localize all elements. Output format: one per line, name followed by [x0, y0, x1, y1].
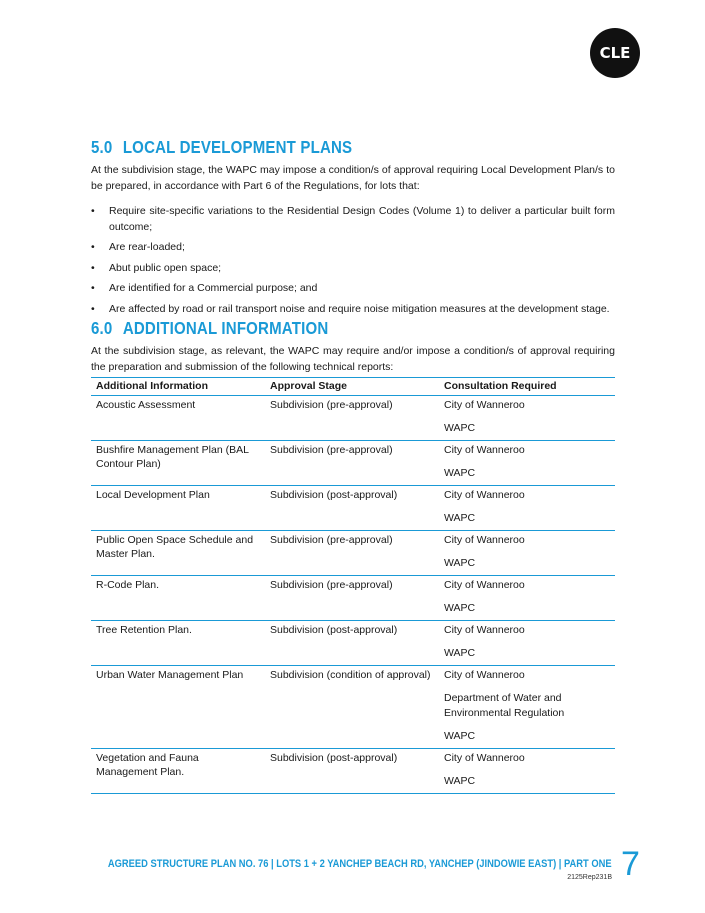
cell-approval-stage: Subdivision (post-approval) — [265, 748, 439, 793]
cell-approval-stage: Subdivision (pre-approval) — [265, 440, 439, 485]
bullet-text: Are rear-loaded; — [109, 241, 185, 253]
cell-consultation — [439, 485, 615, 530]
bullet-marker: • — [91, 241, 95, 253]
section-intro: At the subdivision stage, as relevant, the WAPC may require and/or impose a condition/s of approval requiring the preparation and submission of the following technical reports: — [91, 345, 615, 373]
bullet-text: Are affected by road or rail transport noise and require noise mitigation measures at the development stage. — [109, 302, 610, 315]
bullet-item — [91, 261, 615, 277]
consultation-party: City of Wanneroo — [444, 578, 525, 591]
cell-information: Public Open Space Schedule and Master Plan. — [91, 530, 265, 575]
cell-approval-stage: Subdivision (condition of approval) — [265, 665, 439, 748]
consultation-party: WAPC — [444, 557, 476, 569]
cell-information: Vegetation and Fauna Management Plan. — [91, 748, 265, 793]
cell-approval-stage: Subdivision (pre-approval) — [265, 395, 439, 440]
cell-information: Local Development Plan — [91, 485, 265, 530]
cell-information: Tree Retention Plan. — [91, 620, 265, 665]
technical-reports-table — [91, 377, 615, 794]
cell-consultation — [439, 748, 615, 793]
cell-consultation — [439, 530, 615, 575]
bullet-item — [91, 281, 615, 297]
column-header-approval-stage: Approval Stage — [265, 378, 439, 396]
table-row — [91, 395, 615, 440]
cell-approval-stage: Subdivision (post-approval) — [265, 620, 439, 665]
cell-approval-stage: Subdivision (pre-approval) — [265, 575, 439, 620]
consultation-party: City of Wanneroo — [444, 751, 525, 764]
cell-approval-stage: Subdivision (pre-approval) — [265, 530, 439, 575]
section-number: 6.0 — [91, 318, 113, 338]
bullet-item — [91, 240, 615, 256]
consultation-party: Department of Water and Environmental Regulation — [444, 692, 565, 719]
consultation-party: City of Wanneroo — [444, 398, 525, 411]
section-local-development-plans — [91, 137, 615, 322]
consultation-party: WAPC — [444, 602, 476, 614]
bullet-item — [91, 204, 615, 235]
technical-reports-table-wrap — [91, 377, 615, 794]
consultation-party: WAPC — [444, 730, 476, 742]
table-body — [91, 395, 615, 793]
section-title: ADDITIONAL INFORMATION — [122, 318, 329, 338]
table-row — [91, 530, 615, 575]
consultation-party: WAPC — [444, 512, 476, 524]
section-title: LOCAL DEVELOPMENT PLANS — [122, 137, 353, 157]
consultation-party: City of Wanneroo — [444, 668, 525, 681]
table-row — [91, 440, 615, 485]
cell-consultation — [439, 665, 615, 748]
table-header-row — [91, 378, 615, 396]
section-heading-6 — [91, 318, 542, 339]
cell-information: Urban Water Management Plan — [91, 665, 265, 748]
consultation-party: City of Wanneroo — [444, 488, 525, 501]
bullet-marker: • — [91, 261, 95, 274]
consultation-party: WAPC — [444, 467, 476, 479]
section-heading-5 — [91, 137, 542, 158]
bullet-item — [91, 302, 615, 318]
consultation-party: City of Wanneroo — [444, 623, 525, 636]
cle-logo: CLE — [590, 28, 640, 78]
cell-consultation — [439, 620, 615, 665]
table-row — [91, 485, 615, 530]
bullet-text: Require site-specific variations to the Residential Design Codes (Volume 1) to deliver a particular built form outcome; — [109, 205, 615, 233]
cell-information: Acoustic Assessment — [91, 395, 265, 440]
page-number: 7 — [621, 845, 640, 883]
column-header-information: Additional Information — [91, 378, 265, 396]
table-row — [91, 665, 615, 748]
consultation-party: City of Wanneroo — [444, 443, 525, 456]
cell-approval-stage: Subdivision (post-approval) — [265, 485, 439, 530]
footer-title: AGREED STRUCTURE PLAN NO. 76 | LOTS 1 + 2 YANCHEP BEACH RD, YANCHEP (JINDOWIE EAST) | PART ONE — [108, 858, 612, 870]
cell-consultation — [439, 440, 615, 485]
column-header-consultation: Consultation Required — [439, 378, 615, 396]
cell-consultation — [439, 395, 615, 440]
section-intro: At the subdivision stage, the WAPC may impose a condition/s of approval requiring Local Development Plan/s to be prepared, in accordance with Part 6 of the Regulations, for lots that: — [91, 164, 615, 192]
bullet-text: Are identified for a Commercial purpose; and — [109, 282, 318, 294]
cell-information: Bushfire Management Plan (BAL Contour Plan) — [91, 440, 265, 485]
bullet-marker: • — [91, 282, 95, 294]
bullet-marker: • — [91, 205, 95, 217]
section-number: 5.0 — [91, 137, 113, 157]
table-row — [91, 575, 615, 620]
table-row — [91, 620, 615, 665]
cell-consultation — [439, 575, 615, 620]
consultation-party: City of Wanneroo — [444, 533, 525, 546]
bullet-marker: • — [91, 302, 95, 315]
document-code: 2125Rep231B — [567, 874, 612, 881]
consultation-party: WAPC — [444, 647, 476, 659]
section-additional-information — [91, 318, 615, 375]
bullet-text: Abut public open space; — [109, 261, 222, 274]
consultation-party: WAPC — [444, 775, 476, 787]
table-row — [91, 748, 615, 793]
consultation-party: WAPC — [444, 422, 476, 434]
cell-information: R-Code Plan. — [91, 575, 265, 620]
bullet-list — [91, 204, 615, 317]
